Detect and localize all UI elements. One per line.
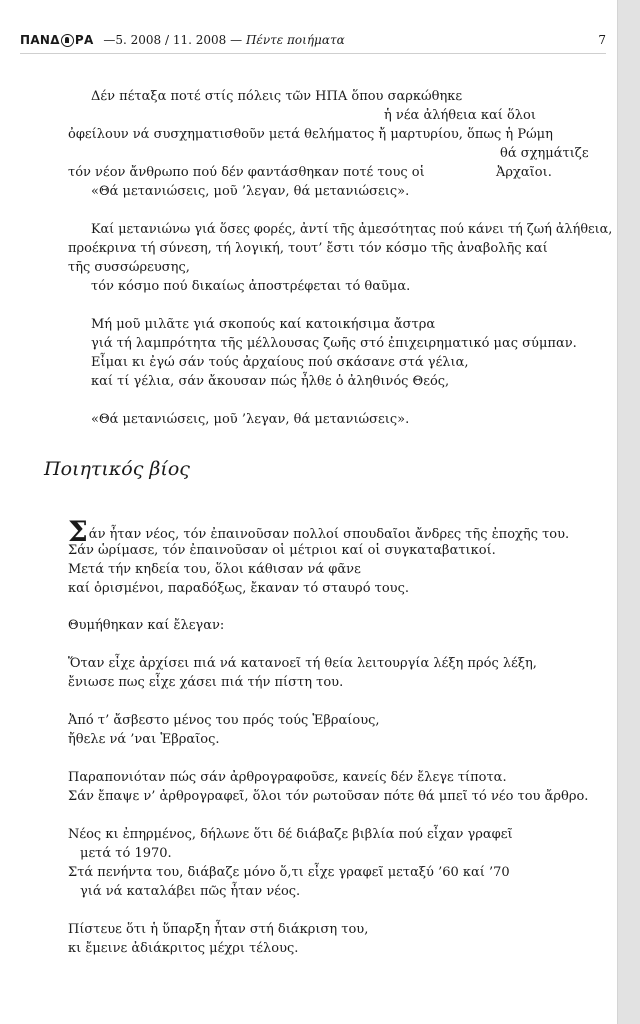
page-edge-strip (617, 0, 640, 1024)
poem-line: Παραπονιόταν πώς σάν ἀρθρογραφοῦσε, κανείς δέν ἔλεγε τίποτα. (68, 770, 507, 785)
poem-line: ἔνιωσε πως εἶχε χάσει πιά τήν πίστη του. (68, 675, 344, 690)
poem-line: μετά τό 1970. (80, 846, 172, 861)
page-number: 7 (598, 33, 606, 47)
issue-info (103, 33, 344, 47)
drop-cap: Σ (68, 515, 88, 548)
poem-line: τόν κόσμο πού δικαίως ἀποστρέφεται τό θαῦμα. (91, 279, 411, 294)
logo-text-right: ΡΑ (74, 33, 94, 47)
poem-line: καί τί γέλια, σάν ἄκουσαν πώς ἦλθε ὁ ἀληθινός Θεός, (91, 374, 450, 389)
poem-line: Νέος κι ἐπηρμένος, δήλωνε ὅτι δέ διάβαζε βιβλία πού εἶχαν γραφεῖ (68, 827, 513, 842)
poem-line: «Θά μετανιώσεις, μοῦ ’λεγαν, θά μετανιώσεις». (91, 412, 410, 427)
logo-o-icon (61, 34, 74, 47)
poem-line: Δέν πέταξα ποτέ στίς πόλεις τῶν ΗΠΑ ὅπου σαρκώθηκε (91, 89, 463, 104)
poem-line: Καί μετανιώνω γιά ὅσες φορές, ἀντί τῆς ἀμεσότητας πού κάνει τή ζωή ἀλήθεια, (91, 222, 613, 237)
poem-line: καί ὁρισμένοι, παραδόξως, ἔκαναν τό σταυρό τους. (68, 581, 409, 596)
poem-line: Ὅταν εἶχε ἀρχίσει πιά νά κατανοεῖ τή θεία λειτουργία λέξη πρός λέξη, (68, 656, 537, 671)
poem-line: «Θά μετανιώσεις, μοῦ ’λεγαν, θά μετανιώσεις». (91, 184, 410, 199)
poem-line: προέκρινα τή σύνεση, τή λογική, τουτ’ ἔστι τόν κόσμο τῆς ἀναβολῆς καί (68, 241, 548, 256)
poem-line: Σάν ἔπαψε ν’ ἀρθρογραφεῖ, ὅλοι τόν ρωτοῦσαν πότε θά μπεῖ τό νέο του ἄρθρο. (68, 789, 589, 804)
poem-title: Ποιητικός βίος (44, 458, 190, 480)
poem-line: Στά πενήντα του, διάβαζε μόνο ὅ,τι εἶχε γραφεῖ μεταξύ ’60 καί ’70 (68, 865, 510, 880)
running-header (20, 28, 606, 52)
poem-line: Σάν ὡρίμασε, τόν ἐπαινοῦσαν οἱ μέτριοι καί οἱ συγκαταβατικοί. (68, 543, 496, 558)
poem-line: τόν νέον ἄνθρωπο πού δέν φαντάσθηκαν ποτέ τους οἱ (68, 165, 425, 180)
poem-line: τῆς συσσώρευσης, (68, 260, 190, 275)
poem-line: γιά νά καταλάβει πῶς ἦταν νέος. (80, 884, 301, 899)
poem-line: θά σχημάτιζε (500, 146, 589, 161)
poem-line: Ἀπό τ’ ἄσβεστο μένος του πρός τούς Ἑβραίους, (68, 713, 380, 728)
poem-line: Εἶμαι κι ἐγώ σάν τούς ἀρχαίους πού σκάσανε στά γέλια, (91, 355, 469, 370)
poem-line: Θυμήθηκαν καί ἔλεγαν: (68, 618, 225, 633)
poem-line: Μή μοῦ μιλᾶτε γιά σκοπούς καί κατοικήσιμα ἄστρα (91, 317, 436, 332)
poem-line: Πίστευε ὅτι ἡ ὕπαρξη ἦταν στή διάκριση του, (68, 922, 369, 937)
poem-line: κι ἔμεινε ἀδιάκριτος μέχρι τέλους. (68, 941, 299, 956)
pandora-logo (20, 33, 94, 47)
poem-line: Μετά τήν κηδεία του, ὅλοι κάθισαν νά φᾶνε (68, 562, 361, 577)
poem-line (68, 515, 570, 548)
poem-line-text: άν ἦταν νέος, τόν ἐπαινοῦσαν πολλοί σπουδαῖοι ἄνδρες τῆς ἐποχῆς του. (88, 527, 570, 542)
issue-dates: —5. 2008 / 11. 2008 — (103, 33, 243, 47)
section-name: Πέντε ποιήματα (245, 33, 345, 47)
poem-line: ἤθελε νά ’ναι Ἑβραῖος. (68, 732, 220, 747)
poem-line: ὀφείλουν νά συσχηματισθοῦν μετά θελήματος ἤ μαρτυρίου, ὅπως ἡ Ρώμη (68, 127, 553, 142)
poem-line: γιά τή λαμπρότητα τῆς μέλλουσας ζωῆς στό ἐπιχειρηματικό μας σύμπαν. (91, 336, 577, 351)
poem-line: ἡ νέα ἀλήθεια καί ὅλοι (384, 108, 536, 123)
logo-text-left: ΠΑΝΔ (20, 33, 60, 47)
poem-line: Ἀρχαῖοι. (496, 165, 552, 180)
header-divider (20, 53, 606, 54)
